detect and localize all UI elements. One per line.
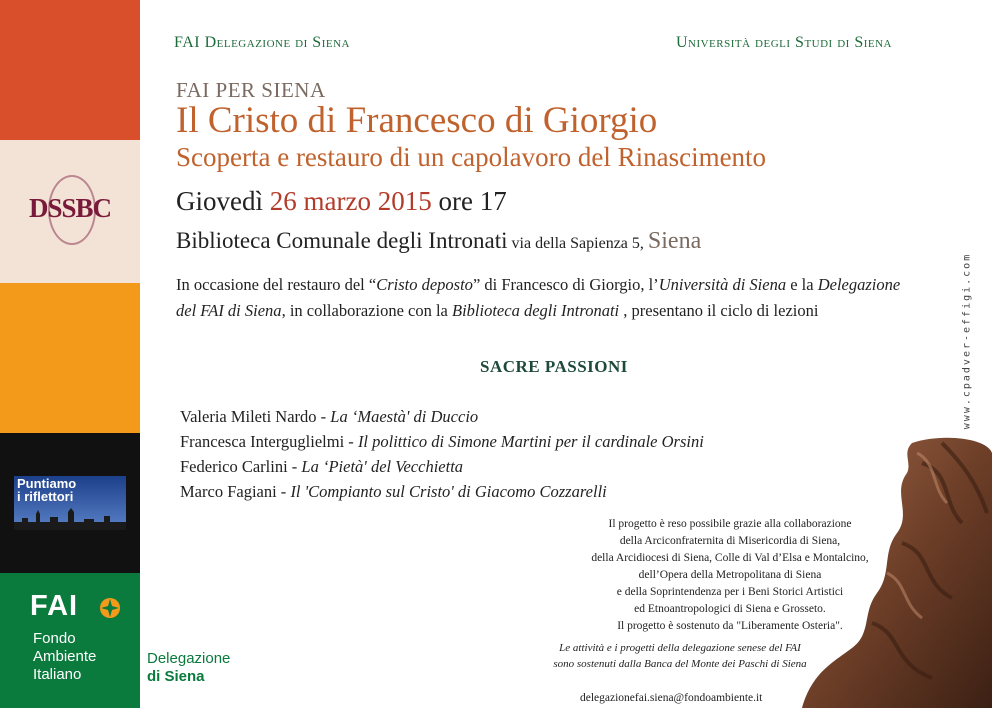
lecture-speaker: Marco Fagiani - (180, 482, 291, 501)
delegazione-line2: di Siena (147, 668, 205, 685)
header-university: Università degli Studi di Siena (675, 34, 892, 51)
lecture-item (180, 479, 704, 504)
fai-name-line: Fondo (33, 630, 76, 647)
dssbc-logo (20, 173, 120, 247)
sidebar-band-orange (0, 283, 140, 433)
color-sidebar (0, 0, 140, 708)
series-title: SACRE PASSIONI (480, 357, 628, 376)
intro-emphasis: Università di Siena (658, 275, 787, 294)
date-value: 26 marzo 2015 (269, 186, 432, 216)
event-date (176, 186, 507, 217)
puntiamo-line2: i riflettori (17, 489, 74, 504)
city-skyline-icon (14, 508, 126, 530)
credits-block (540, 516, 920, 635)
lecture-list (180, 404, 704, 504)
delegazione-siena-logo (147, 650, 230, 686)
vertical-credit (961, 252, 973, 429)
intro-emphasis: Biblioteca degli Intronati (452, 301, 620, 320)
event-title: Il Cristo di Francesco di Giorgio (176, 100, 658, 141)
venue-city: Siena (647, 228, 702, 254)
dssbc-logo-text: DSSBC (28, 193, 112, 223)
lecture-topic: La ‘Pietà' del Vecchietta (301, 457, 464, 476)
credit-line: Il progetto è reso possibile grazie alla collaborazione (608, 518, 852, 530)
date-time: ore 17 (438, 186, 507, 216)
contact-email[interactable]: delegazionefai.siena@fondoambiente.it (580, 692, 763, 704)
venue-address: via della Sapienza 5 (511, 235, 640, 252)
intro-text: e la (786, 275, 818, 294)
lecture-item (180, 454, 704, 479)
fai-logo-text: FAI (30, 590, 79, 622)
sponsor-note-line: Le attività e i progetti della delegazione senese del FAI (559, 642, 801, 654)
fai-name-line: Italiano (33, 666, 82, 683)
credit-line: della Arcidiocesi di Siena, Colle di Val d’Elsa e Montalcino, (591, 552, 869, 564)
sponsor-note-line: sono sostenuti dalla Banca del Monte dei Paschi di Siena (553, 658, 807, 670)
intro-text: ” di Francesco di Giorgio, l’ (472, 275, 659, 294)
venue-separator: , (639, 235, 644, 252)
sponsor-note (520, 640, 840, 672)
lecture-speaker: Federico Carlini - (180, 457, 302, 476)
credit-line: Il progetto è sostenuto da "Liberamente Osteria". (617, 620, 843, 632)
lecture-speaker: Valeria Mileti Nardo - (180, 407, 331, 426)
sidebar-band-red (0, 0, 140, 140)
credit-line: e della Soprintendenza per i Beni Storici Artistici (616, 586, 844, 598)
lecture-topic: La ‘Maestà' di Duccio (330, 407, 479, 426)
intro-text: In occasione del restauro del “ (176, 275, 377, 294)
fai-full-name (33, 630, 96, 684)
event-kicker: FAI PER SIENA (176, 78, 326, 102)
delegazione-line1: Delegazione (147, 650, 231, 667)
intro-text: , in collaborazione con la (281, 301, 452, 320)
fai-flower-icon (97, 596, 123, 620)
puntiamo-line1: Puntiamo (17, 476, 77, 491)
lecture-item (180, 429, 704, 454)
intro-emphasis: Cristo deposto (376, 275, 473, 294)
credit-line: dell’Opera della Metropolitana di Siena (638, 569, 822, 581)
intro-paragraph (176, 272, 916, 324)
credit-line: ed Etnoantropologici di Siena e Grosseto. (634, 603, 826, 615)
intro-text: , presentano il ciclo di lezioni (619, 301, 819, 320)
intro-emphasis: Delegazione del FAI di Siena (176, 275, 901, 320)
vertical-credit-text: www.cpadver-effigi.com (961, 252, 973, 429)
event-subtitle: Scoperta e restauro di un capolavoro del Rinascimento (176, 142, 767, 172)
lecture-speaker: Francesca Interguglielmi - (180, 432, 358, 451)
venue-name: Biblioteca Comunale degli Intronati (176, 228, 508, 253)
lecture-item (180, 404, 704, 429)
event-venue (176, 228, 701, 255)
fai-name-line: Ambiente (33, 648, 97, 665)
lecture-topic: Il polittico di Simone Martini per il cardinale Orsini (357, 432, 704, 451)
header-fai-delegation: FAI Delegazione di Siena (174, 34, 350, 51)
date-weekday: Giovedì (176, 186, 263, 216)
lecture-topic: Il 'Compianto sul Cristo' di Giacomo Cozzarelli (290, 482, 607, 501)
puntiamo-i-riflettori-logo (14, 476, 126, 530)
credit-line: della Arciconfraternita di Misericordia di Siena, (619, 535, 841, 547)
